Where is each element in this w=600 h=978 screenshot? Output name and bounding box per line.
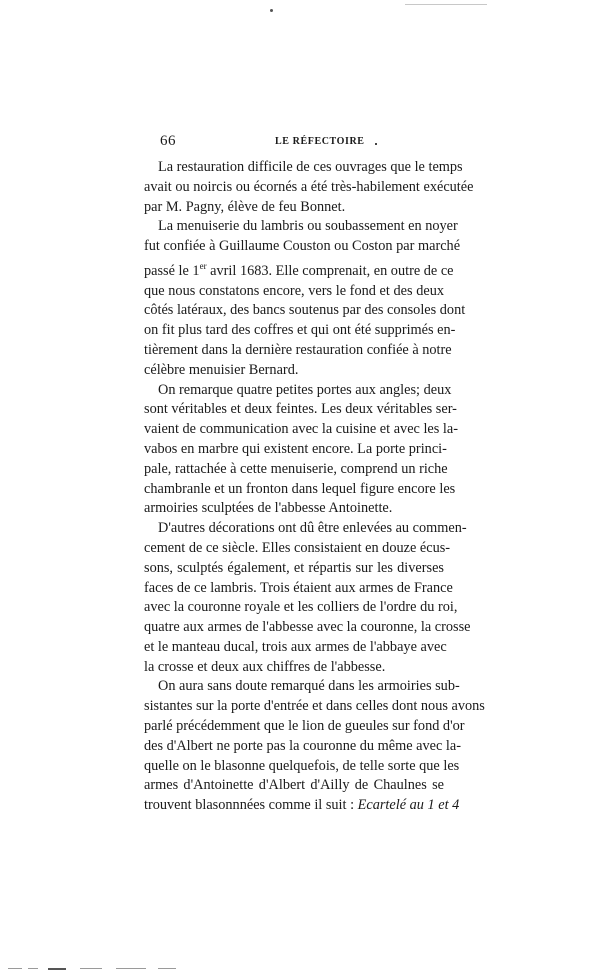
text-line: On remarque quatre petites portes aux angles; deux <box>158 381 452 398</box>
text-line: cement de ce siècle. Elles consistaient en douze écus- <box>144 539 451 556</box>
text-line: par M. Pagny, élève de feu Bonnet. <box>144 198 346 215</box>
scan-edge-mark <box>405 4 487 6</box>
paragraph <box>144 217 466 380</box>
scan-dot <box>270 9 273 12</box>
text-line: armes d'Antoinette d'Albert d'Ailly de Chaulnes se <box>144 777 444 794</box>
paragraph <box>144 381 458 520</box>
text-line: La menuiserie du lambris ou soubassement en noyer <box>158 218 458 235</box>
paragraph <box>144 677 485 816</box>
text-line: tièrement dans la dernière restauration confiée à notre <box>144 341 452 358</box>
text-line: parlé précédemment que le lion de gueules sur fond d'or <box>144 718 465 735</box>
text-line: avec la couronne royale et les colliers de l'ordre du roi, <box>144 599 458 616</box>
text-line: sont véritables et deux feintes. Les deux véritables ser- <box>144 401 457 418</box>
page-header <box>160 133 444 155</box>
page-number: 66 <box>160 133 176 149</box>
text-line: faces de ce lambris. Trois étaient aux armes de France <box>144 579 453 596</box>
text-line: passé le 1er avril 1683. Elle comprenait, en outre de ce <box>144 260 454 279</box>
text-line: quatre aux armes de l'abbesse avec la couronne, la crosse <box>144 619 471 636</box>
text-line: que nous constatons encore, vers le fond et des deux <box>144 282 444 299</box>
paragraph <box>144 519 471 677</box>
text-line: célèbre menuisier Bernard. <box>144 361 299 378</box>
text-line: la crosse et deux aux chiffres de l'abbesse. <box>144 658 386 675</box>
text-line: La restauration difficile de ces ouvrages que le temps <box>158 159 463 175</box>
text-line: des d'Albert ne porte pas la couronne du même avec la- <box>144 737 461 754</box>
text-line: trouvent blasonnnées comme il suit : Ecartelé au 1 et 4 <box>144 797 460 814</box>
text-line: pale, rattachée à cette menuiserie, comprend un riche <box>144 460 448 477</box>
text-line: vabos en marbre qui existent encore. La porte princi- <box>144 440 447 457</box>
text-line: sons, sculptés également, et répartis sur les diverses <box>144 559 444 576</box>
text-line: D'autres décorations ont dû être enlevées au commen- <box>158 520 467 537</box>
header-dot <box>375 143 377 145</box>
paragraph <box>144 158 474 217</box>
text-line: avait ou noircis ou écornés a été très-habilement exécutée <box>144 178 474 195</box>
text-line: on fit plus tard des coffres et qui ont été supprimés en- <box>144 322 456 339</box>
text-line: chambranle et un fronton dans lequel figure encore les <box>144 480 456 497</box>
running-head: LE RÉFECTOIRE <box>275 136 365 147</box>
text-line: sistantes sur la porte d'entrée et dans celles dont nous avons <box>144 698 485 715</box>
text-line: côtés latéraux, des bancs soutenus par des consoles dont <box>144 302 466 319</box>
text-line: On aura sans doute remarqué dans les armoiries sub- <box>158 678 460 695</box>
text-line: armoiries sculptées de l'abbesse Antoinette. <box>144 500 393 517</box>
scan-bottom-marks <box>8 968 178 972</box>
text-line: fut confiée à Guillaume Couston ou Coston par marché <box>144 238 461 255</box>
text-line: quelle on le blasonne quelquefois, de telle sorte que les <box>144 757 460 774</box>
body-text <box>144 158 485 816</box>
text-line: vaient de communication avec la cuisine et avec les la- <box>144 421 458 438</box>
text-line: et le manteau ducal, trois aux armes de l'abbaye avec <box>144 638 447 655</box>
